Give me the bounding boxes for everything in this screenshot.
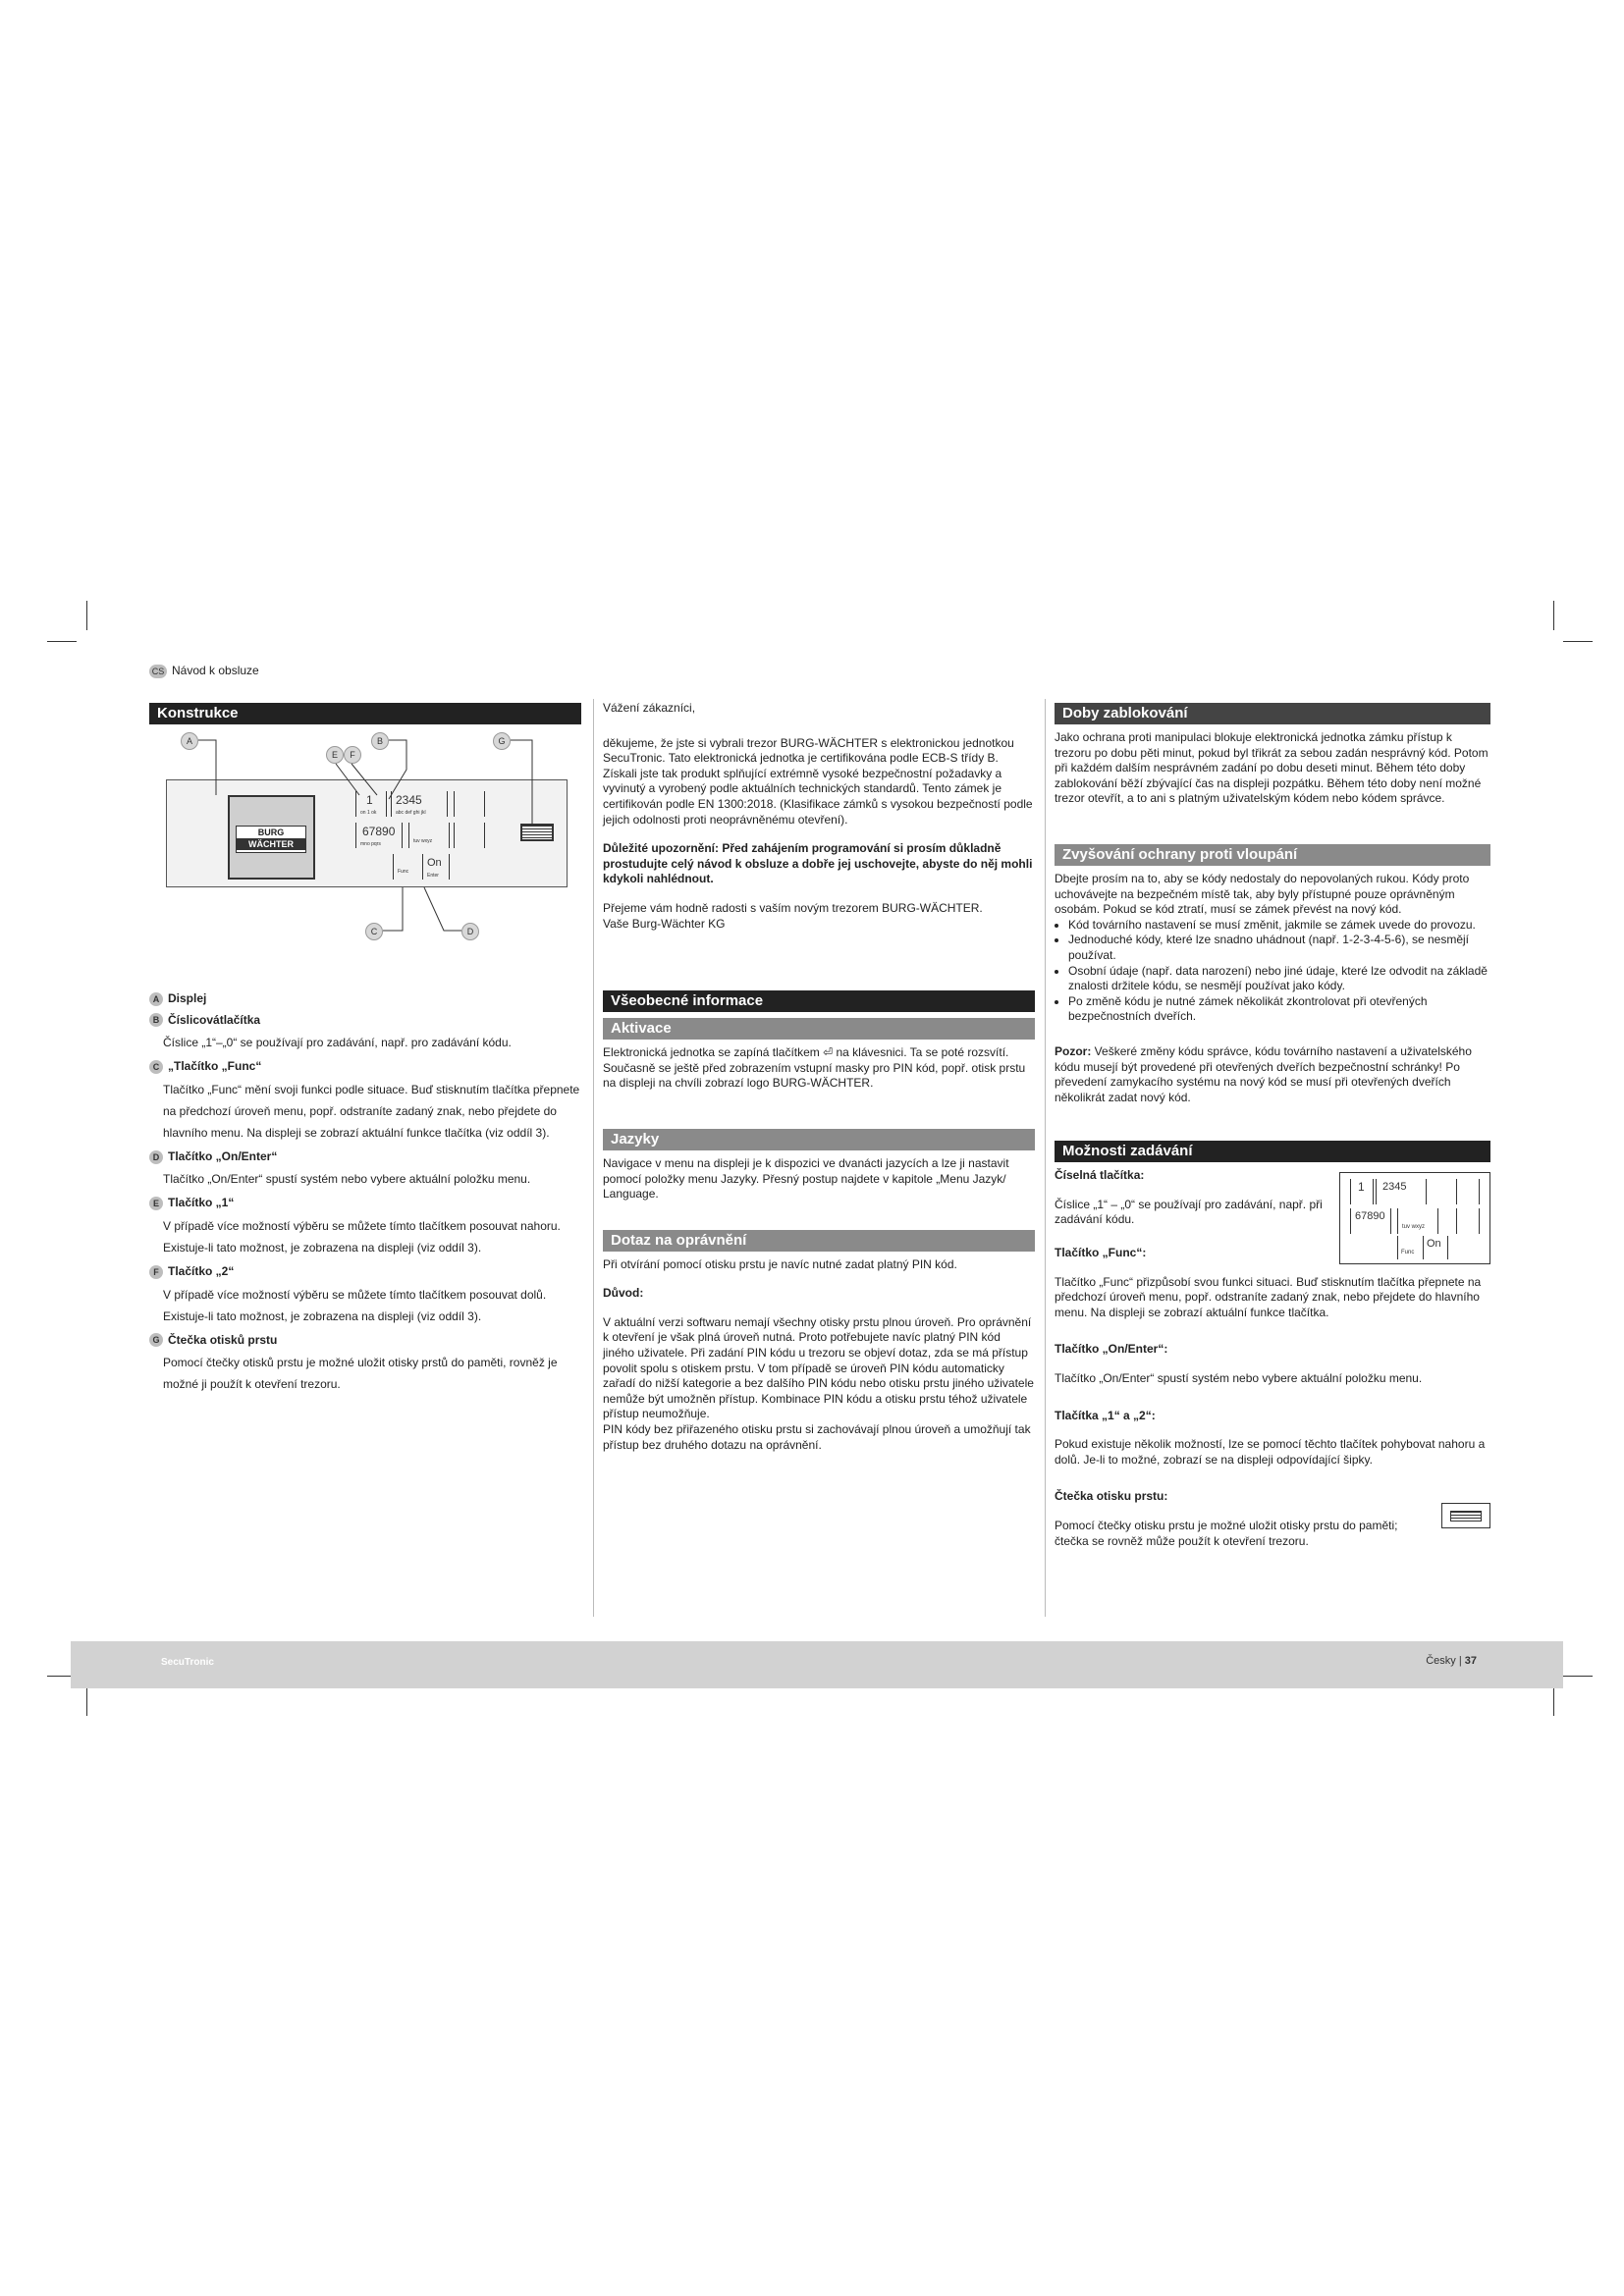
reader-title: Čtečka otisku prstu:	[1055, 1489, 1168, 1504]
mini-keypad	[1339, 1172, 1490, 1264]
component-description: Pomocí čtečky otisků prstu je možné uložit otisky prstů do paměti, rovněž je možné ji použít k otevření trezoru.	[163, 1356, 558, 1392]
component-item-title	[149, 1264, 581, 1280]
enter-key-text: Tlačítko „On/Enter“ spustí systém nebo vybere aktuální položku menu.	[1055, 1371, 1423, 1386]
component-marker: G	[149, 1333, 163, 1347]
right-column	[1055, 703, 1490, 1563]
key-2-sub: abc def ghi jkl	[396, 810, 426, 816]
component-title: Tlačítko „On/Enter“	[168, 1148, 278, 1163]
crop-mark	[1563, 1676, 1593, 1677]
bullet-item: • Po změně kódu je nutné zámek několikát zkontrolovat při otevřených bezpečnostních dveřích.	[1068, 994, 1490, 1025]
enter-key-sub: Enter	[427, 873, 439, 879]
bullet-item: • Kód továrního nastavení se musí změnit, jakmile se zámek uvede do provozu.	[1068, 918, 1490, 934]
logo-line-2: WÄCHTER	[237, 838, 305, 850]
mini-key-blank	[1456, 1179, 1480, 1204]
mini-enter-key	[1423, 1236, 1448, 1259]
mini-key-blank-2	[1456, 1208, 1480, 1234]
crop-mark	[1563, 641, 1593, 642]
warning-text	[1055, 1044, 1490, 1105]
mini-enter-label: On	[1427, 1238, 1441, 1251]
component-marker: C	[149, 1060, 163, 1074]
component-title: Tlačítko „2“	[168, 1263, 235, 1278]
reason-title: Důvod:	[603, 1286, 644, 1301]
mini-key-4-sub: tuv wxyz	[1402, 1224, 1426, 1231]
logo-line-1: BURG	[257, 828, 285, 837]
component-item-title	[149, 1333, 581, 1349]
component-marker: F	[149, 1265, 163, 1279]
func-key-text: Tlačítko „Func“ přizpůsobí svou funkci situaci. Buď stisknutím tlačítka přepnete na předchozí úroveň menu, popř. odstraníte zadaný znak, nebo přejdete do hlavního menu. Na displeji se zobrazí aktuální funkce tlačítka.	[1055, 1274, 1482, 1319]
footer-lang: Česky	[1426, 1655, 1456, 1667]
construction-diagram	[149, 730, 581, 966]
component-item-title	[149, 991, 581, 1007]
label-a: A	[181, 732, 198, 750]
reader-text: Pomocí čtečky otisku prstu je možné uložit otisky prstu do paměti; čtečka se rovněž může použít k otevření trezoru.	[1055, 1519, 1398, 1548]
section-title-blocking: Doby zablokování	[1055, 703, 1490, 724]
callout-lines	[149, 730, 581, 966]
label-d: D	[461, 923, 479, 940]
component-description: V případě více možností výběru se můžete tímto tlačítkem posouvat nahoru. Existuje-li tato možnost, je zobrazena na displeji (viz oddíl 3).	[163, 1218, 561, 1255]
fingerprint-icon	[1441, 1503, 1490, 1528]
numeric-keys-text: Číslice „1“ – „0“ se používají pro zadávání, např. při zadávání kódu.	[1055, 1197, 1323, 1227]
left-column	[149, 703, 581, 1399]
label-b: B	[371, 732, 389, 750]
component-description: Tlačítko „On/Enter“ spustí systém nebo vybere aktuální položku menu.	[163, 1172, 531, 1187]
manual-title: Návod k obsluze	[172, 664, 259, 677]
protection-bullets	[1055, 918, 1490, 1025]
protection-text: Dbejte prosím na to, aby se kódy nedostaly do nepovolaných rukou. Kódy proto uchovávejte na bezpečném místě tak, aby byly přístupné pouze oprávněným osobám. Pokud se kód ztratí, musí se zámek převést na nový kód.	[1055, 871, 1470, 917]
input-options	[1055, 1168, 1490, 1549]
mini-key-2	[1376, 1179, 1427, 1204]
component-item-title	[149, 1013, 581, 1029]
reason-text-2: PIN kódy bez přiřazeného otisku prstu si zachovávají plnou úroveň a umožňují tak přístup bez druhého dotazu na oprávnění.	[603, 1422, 1031, 1452]
intro-paragraph: děkujeme, že jste si vybrali trezor BURG-WÄCHTER s elektronickou jednotkou SecuTronic. Tato elektronická jednotka je certifikována podle ECB-S třídy B. Získali jste tak produkt splňující extrémně vysoké bezpečnostní požadavky a vyvinutý a vyrobený podle aktuálních technických standardů. Tento zámek je certifikován podle EN 1300:2018. (Klasifikace zámků s vysokou bezpečností podle jejich odolnosti proti neoprávněnému otevření).	[603, 735, 1033, 827]
section-title-input-options: Možnosti zadávání	[1055, 1141, 1490, 1162]
section-title-construction: Konstrukce	[149, 703, 581, 724]
column-divider	[593, 699, 594, 1617]
component-marker: A	[149, 992, 163, 1006]
page-footer	[71, 1641, 1563, 1688]
mini-key-1-label: 1	[1358, 1180, 1365, 1195]
column-divider	[1045, 699, 1046, 1617]
component-item-title	[149, 1149, 581, 1165]
activation-text: Elektronická jednotka se zapíná tlačítkem ⏎ na klávesnici. Ta se poté rozsvítí. Současně se ještě před zobrazením vstupní masky pro PIN kód, popř. otisk prstu na displeji na chvíli zobrazí logo BURG-WÄCHTER.	[603, 1045, 1026, 1091]
manual-header	[149, 664, 259, 678]
mini-key-1	[1350, 1179, 1374, 1204]
page-number: 37	[1464, 1655, 1477, 1667]
wish: Přejeme vám hodně radosti s vaším novým trezorem BURG-WÄCHTER.	[603, 900, 983, 915]
enter-key-title: Tlačítko „On/Enter“:	[1055, 1342, 1168, 1357]
warning-body: Veškeré změny kódu správce, kódu továrního nastavení a uživatelského kódu musejí být provedené při otevřených dveřích bezpečnostní schránky! Po převedení zamykacího systému na nový kód se musí při otevřených dveřích několikrát zadat nový kód.	[1055, 1043, 1472, 1104]
crop-mark	[47, 641, 77, 642]
component-description: Tlačítko „Func“ mění svoji funkci podle situace. Buď stisknutím tlačítka přepnete na předchozí úroveň menu, popř. odstraníte zadaný znak, nebo přejdete do hlavního menu. Na displeji se zobrazí aktuální funkce tlačítka (viz oddíl 3).	[163, 1082, 580, 1140]
component-title: Čtečka otisků prstu	[168, 1332, 278, 1347]
mini-func-label: Func	[1401, 1250, 1415, 1256]
section-title-activation: Aktivace	[603, 1018, 1035, 1040]
func-key-title: Tlačítko „Func“:	[1055, 1246, 1147, 1260]
bullet-item: • Osobní údaje (např. data narození) nebo jiné údaje, které lze odvodit na základě znalosti držitele kódu, se nesmějí používat jako kódy.	[1068, 964, 1490, 994]
section-title-general: Všeobecné informace	[603, 990, 1035, 1012]
component-title: Číslicovátlačítka	[168, 1012, 261, 1027]
middle-column	[603, 701, 1035, 1467]
mini-key-3-label: 67890	[1355, 1210, 1385, 1223]
component-marker: E	[149, 1197, 163, 1210]
component-title: Tlačítko „1“	[168, 1196, 235, 1210]
key-2-label: 2345	[396, 793, 422, 807]
component-description: V případě více možností výběru se můžete tímto tlačítkem posouvat dolů. Existuje-li tato možnost, je zobrazena na displeji (viz oddíl 3).	[163, 1287, 547, 1323]
crop-mark	[1553, 601, 1554, 630]
key-3-label: 67890	[362, 825, 396, 838]
arrow-keys-text: Pokud existuje několik možností, lze se pomocí těchto tlačítek pohybovat nahoru a dolů. Je-li to možné, zobrazí se na displeji odpovídající šipky.	[1055, 1437, 1486, 1467]
component-title: „Tlačítko „Func“	[168, 1059, 262, 1074]
component-marker: D	[149, 1150, 163, 1164]
func-key-label: Func	[398, 869, 409, 875]
component-description: Číslice „1“–„0“ se používají pro zadávání, např. pro zadávání kódu.	[163, 1036, 512, 1050]
crop-mark	[86, 1686, 87, 1716]
languages-text: Navigace v menu na displeji je k dispozici ve dvanácti jazycích a lze ji nastavit pomocí položky menu Jazyky. Přesný postup najdete v kapitole „Menu Jazyk/ Language.	[603, 1155, 1009, 1201]
mini-key-3	[1350, 1208, 1391, 1234]
component-item-title	[149, 1196, 581, 1211]
crop-mark	[86, 601, 87, 630]
signature: Vaše Burg-Wächter KG	[603, 916, 726, 931]
section-title-protection: Zvyšování ochrany proti vloupání	[1055, 844, 1490, 866]
arrow-keys-title: Tlačítka „1“ a „2“:	[1055, 1408, 1156, 1422]
mini-key-2-label: 2345	[1382, 1181, 1407, 1194]
component-title: Displej	[168, 991, 207, 1005]
numeric-keys-title: Číselná tlačítka:	[1055, 1168, 1145, 1183]
authorization-text: Při otvírání pomocí otisku prstu je navíc nutné zadat platný PIN kód.	[603, 1256, 957, 1271]
footer-page: Česky | 37	[1426, 1655, 1477, 1667]
key-1-label: 1	[366, 793, 373, 807]
blocking-text: Jako ochrana proti manipulaci blokuje elektronická jednotka zámku přístup k trezoru po dobu pěti minut, pokud byl třikrát za sebou zadán nesprávný kód. Potom při každém dalším nesprávném zadání po dobu deseti minut. Během této doby zablokování běží zbývající čas na displeji pozpátku. Během této doby není možné trezor otevřít, a to ani s platným uživatelským kódem nebo kódem správce.	[1055, 730, 1489, 806]
important-notice: Důležité upozornění: Před zahájením programování si prosím důkladně prostudujte celý návod k obsluze a dobře jej uschovejte, abyste do něj mohli kdykoli nahlédnout.	[603, 841, 1033, 886]
warning-label: Pozor:	[1055, 1043, 1092, 1058]
reason-text: V aktuální verzi softwaru nemají všechny otisky prstu plnou úroveň. Pro oprávnění k otevření je však plná úroveň nutná. Proto potřebujete navíc platný PIN kód jiného uživatele. Při zadání PIN kódu u trezoru se objeví dotaz, zda se má přístup povolit spolu s otiskem prstu. V tom případě se úroveň PIN kódu automaticky zařadí do nižší kategorie a bez dalšího PIN kódu nebo otisku prstu jiného uživatele nemůže být umožněn přístup. Kombinace PIN kódu a otisku prstu téhož uživatele přístup neumožňuje.	[603, 1314, 1034, 1421]
crop-mark	[1553, 1686, 1554, 1716]
key-3-sub: mno pqrs	[360, 841, 381, 847]
footer-brand: SecuTronic	[161, 1657, 214, 1668]
key-1-sub: on 1 ok	[360, 810, 377, 816]
label-g: G	[493, 732, 511, 750]
mini-func-key	[1397, 1236, 1422, 1259]
component-marker: B	[149, 1013, 163, 1027]
enter-key-label: On	[427, 857, 442, 869]
greeting: Vážení zákazníci,	[603, 701, 696, 715]
component-list	[149, 991, 581, 1395]
label-c: C	[365, 923, 383, 940]
label-e: E	[326, 746, 344, 764]
lang-badge: CS	[149, 665, 167, 678]
key-4-sub: tuv wxyz	[413, 838, 433, 844]
section-title-languages: Jazyky	[603, 1129, 1035, 1150]
label-f: F	[344, 746, 361, 764]
section-title-authorization: Dotaz na oprávnění	[603, 1230, 1035, 1252]
bullet-item: • Jednoduché kódy, které lze snadno uhádnout (např. 1-2-3-4-5-6), se nesmějí používat.	[1068, 933, 1490, 963]
mini-key-4	[1397, 1208, 1438, 1234]
component-item-title	[149, 1059, 581, 1075]
